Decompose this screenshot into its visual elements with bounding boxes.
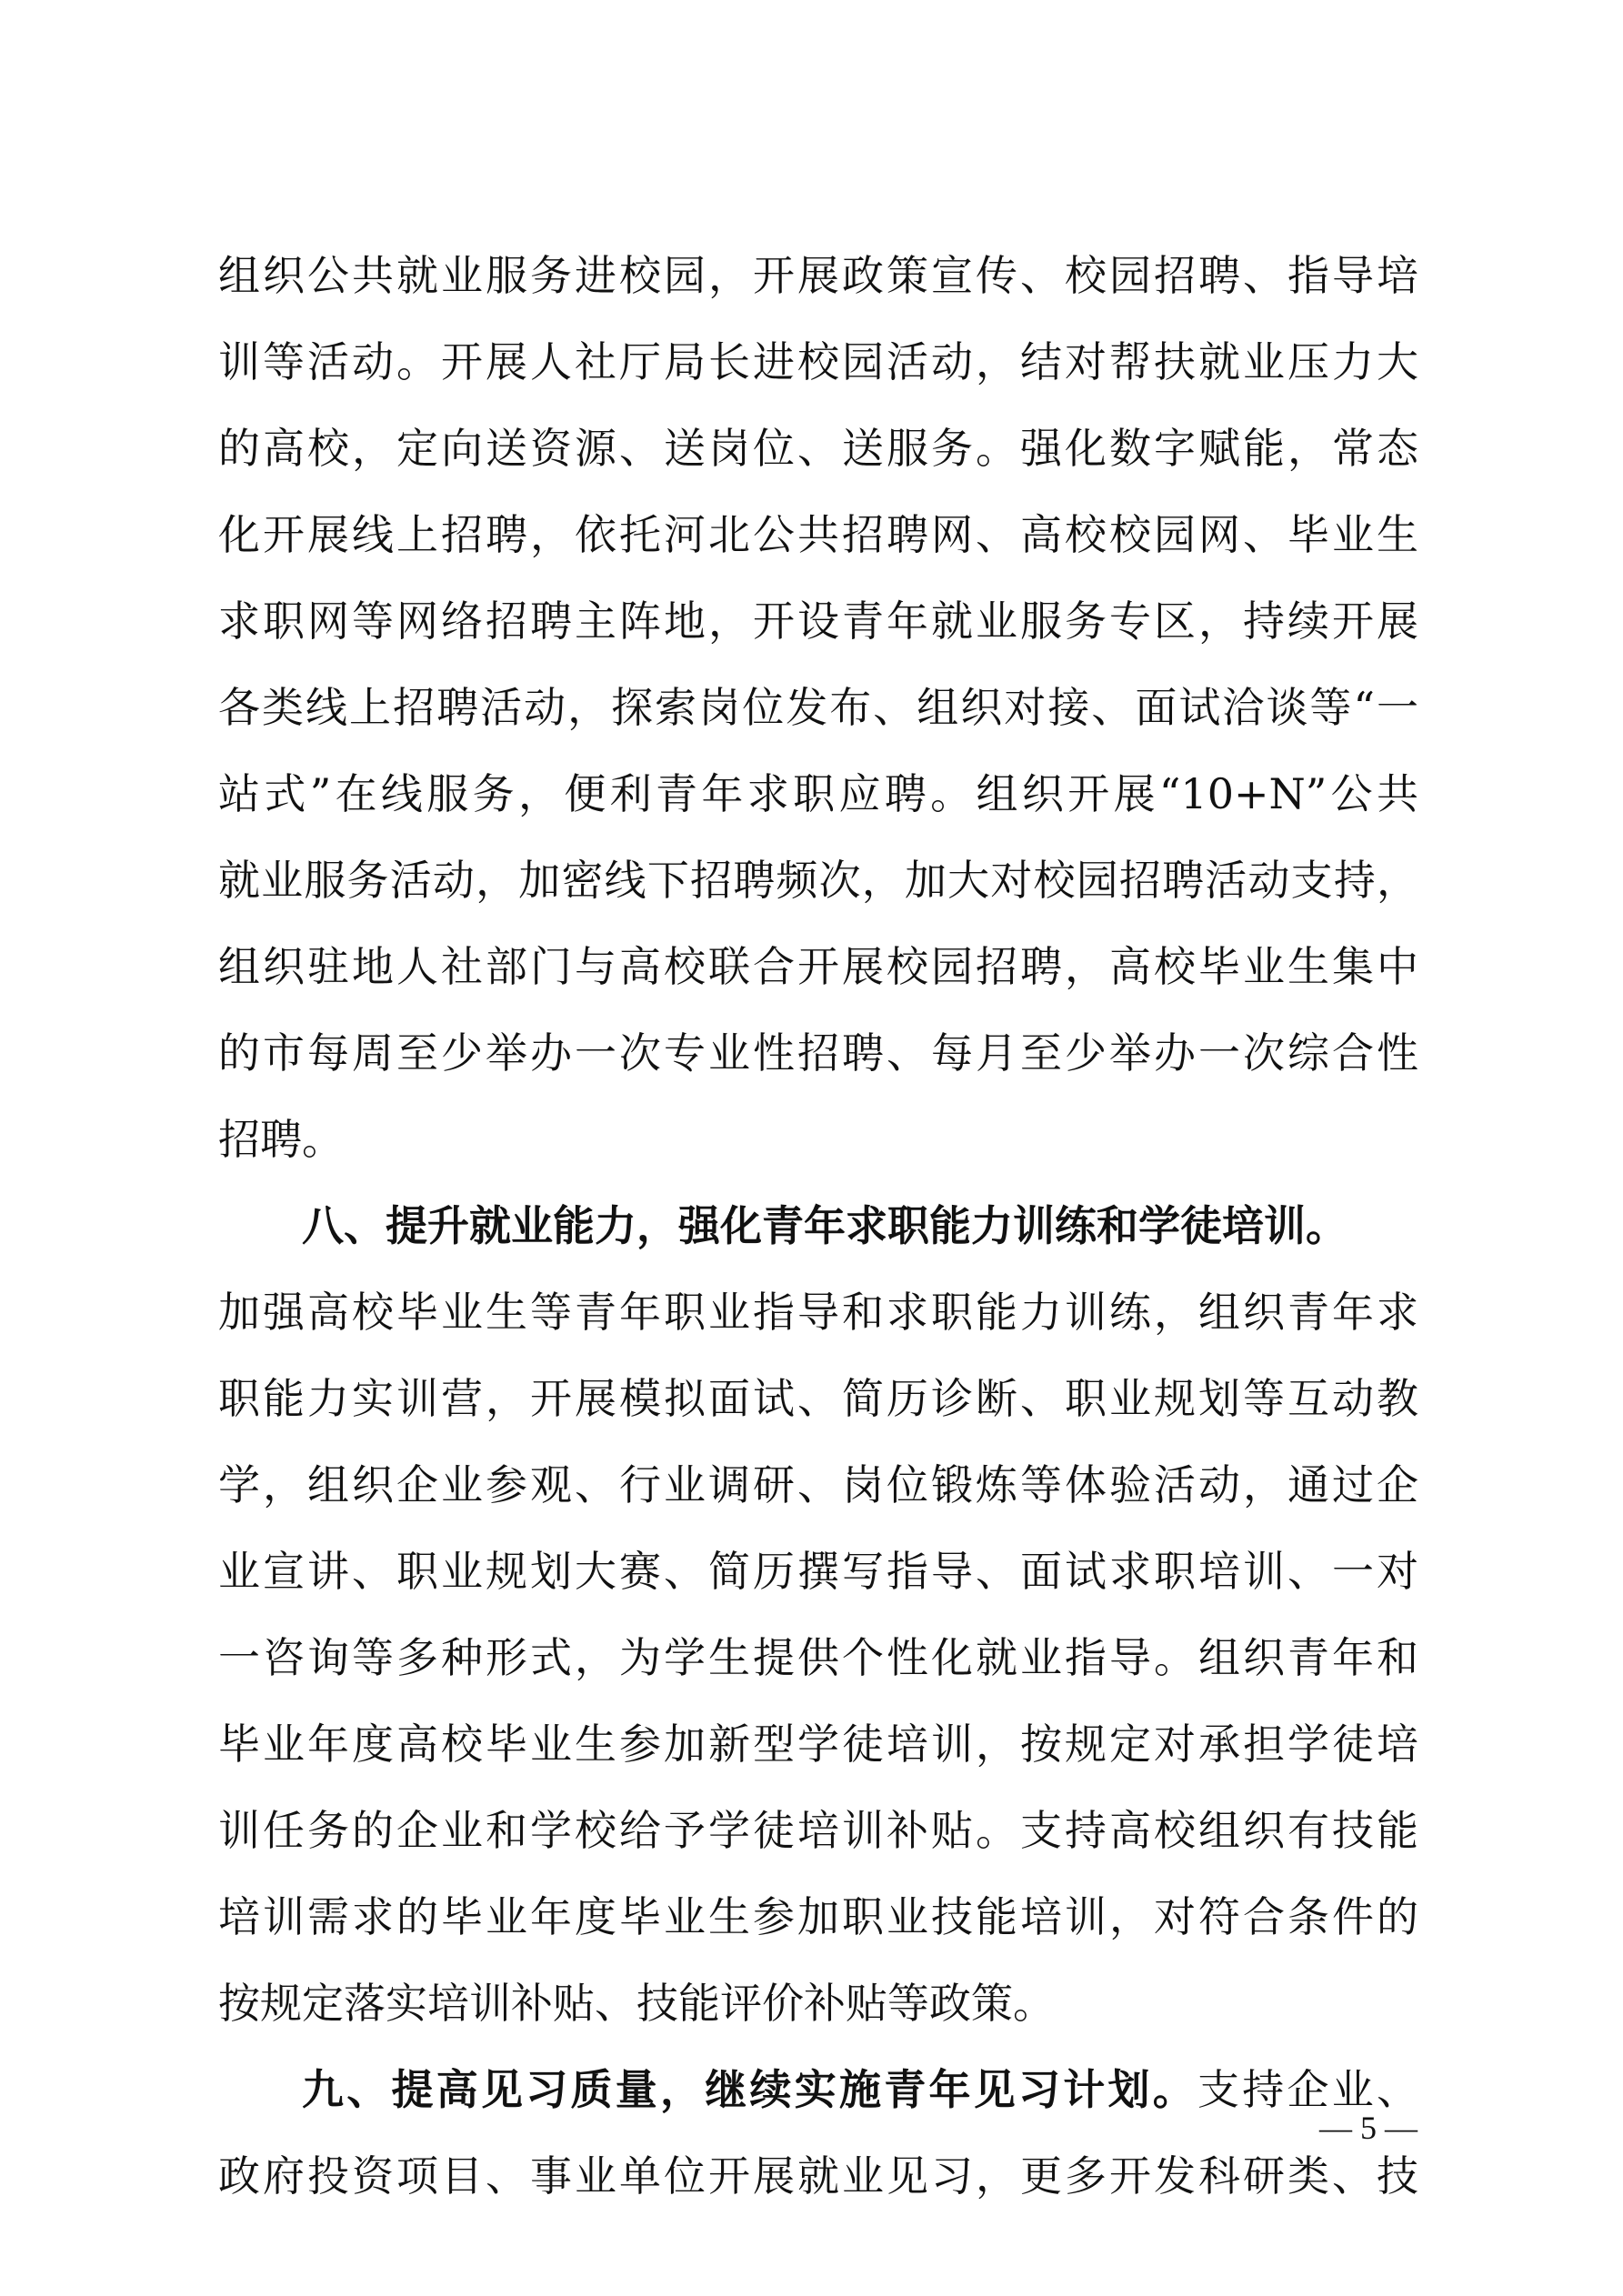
section-8-line-9: 按规定落实培训补贴、技能评价补贴等政策。 (218, 1979, 1055, 2028)
section-9-heading: 九、提高见习质量，继续实施青年见习计划。 (302, 2065, 1197, 2114)
paragraph-1-line-4: 化开展线上招聘，依托河北公共招聘网、高校校园网、毕业生 (218, 510, 1418, 559)
paragraph-1-line-9: 组织驻地人社部门与高校联合开展校园招聘，高校毕业生集中 (218, 942, 1418, 991)
section-8-line-4: 业宣讲、职业规划大赛、简历撰写指导、面试求职培训、一对 (218, 1547, 1418, 1596)
section-9-heading-tail: 支持企业、 (1197, 2065, 1418, 2114)
document-body (218, 233, 1418, 2220)
section-8-line-1: 加强高校毕业生等青年职业指导和求职能力训练，组织青年求 (218, 1288, 1418, 1337)
paragraph-1-line-10: 的市每周至少举办一次专业性招聘、每月至少举办一次综合性 (218, 1028, 1418, 1078)
section-9-line-1: 政府投资项目、事业单位开展就业见习，更多开发科研类、技 (218, 2151, 1418, 2201)
paragraph-1-line-2: 训等活动。开展人社厅局长进校园活动，结对帮扶就业压力大 (218, 337, 1418, 386)
section-8-line-6: 毕业年度高校毕业生参加新型学徒培训，按规定对承担学徒培 (218, 1719, 1418, 1769)
paragraph-1-line-3: 的高校，定向送资源、送岗位、送服务。强化数字赋能，常态 (218, 424, 1418, 473)
page-number: — 5 — (1319, 2110, 1418, 2146)
paragraph-1-line-6: 各类线上招聘活动，探索岗位发布、组织对接、面试洽谈等“一 (218, 683, 1418, 732)
paragraph-1-line-5: 求职网等网络招聘主阵地，开设青年就业服务专区，持续开展 (218, 597, 1418, 646)
section-8-heading: 八、提升就业能力，强化青年求职能力训练和学徒培训。 (302, 1201, 1347, 1250)
section-8-line-2: 职能力实训营，开展模拟面试、简历诊断、职业规划等互动教 (218, 1374, 1418, 1423)
section-9-first-line (218, 2047, 1418, 2133)
section-8-line-5: 一咨询等多种形式，为学生提供个性化就业指导。组织青年和 (218, 1633, 1418, 1682)
paragraph-1-line-11: 招聘。 (218, 1115, 344, 1164)
paragraph-1-line-1: 组织公共就业服务进校园，开展政策宣传、校园招聘、指导培 (218, 251, 1418, 300)
section-8-line-8: 培训需求的毕业年度毕业生参加职业技能培训，对符合条件的 (218, 1892, 1418, 1941)
paragraph-1-line-7: 站式”在线服务，便利青年求职应聘。组织开展“10+N”公共 (218, 769, 1418, 818)
section-8-line-7: 训任务的企业和学校给予学徒培训补贴。支持高校组织有技能 (218, 1806, 1418, 1855)
section-8-line-3: 学，组织企业参观、行业调研、岗位锻炼等体验活动，通过企 (218, 1460, 1418, 1509)
paragraph-1-line-8: 就业服务活动，加密线下招聘频次，加大对校园招聘活动支持， (218, 856, 1418, 905)
